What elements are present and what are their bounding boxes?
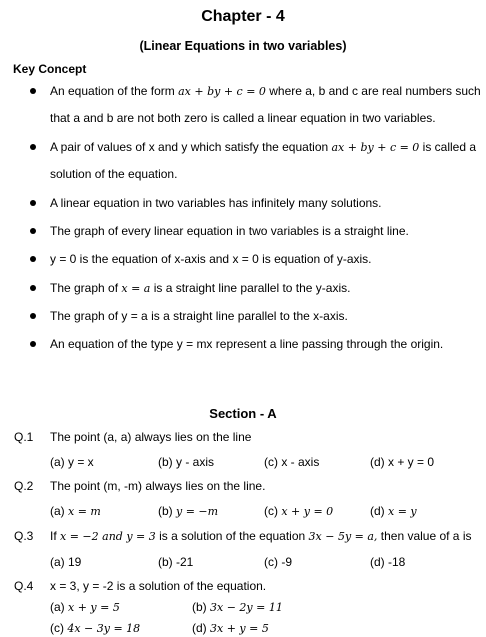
bullet-icon [30, 256, 36, 262]
option-label: (c) [50, 621, 68, 635]
option-d [192, 621, 269, 635]
question-number: Q.2 [14, 479, 34, 493]
bullet-icon [30, 285, 36, 291]
bullet-icon [30, 313, 36, 319]
item-text: The graph of [50, 281, 122, 295]
section-title: Section - A [209, 406, 277, 421]
question-math: 3x − 5y = a, [308, 530, 378, 543]
option-a [50, 504, 101, 518]
list-item [50, 140, 476, 154]
item-text: A pair of values of x and y which satisfy the equation [50, 140, 332, 154]
option-math: x + y = 5 [68, 601, 120, 614]
option-c [50, 621, 140, 635]
option-math: x = m [68, 505, 101, 518]
item-math: x = a [121, 282, 151, 295]
bullet-icon [30, 341, 36, 347]
item-text: is a straight line parallel to the y-axis. [150, 281, 351, 295]
option-math: 3x − 2y = 11 [210, 601, 283, 614]
bullet-icon [30, 200, 36, 206]
option-a: (a) 19 [50, 555, 82, 569]
bullet-icon [30, 144, 36, 150]
option-d: (d) -18 [370, 555, 406, 569]
item-text: is called a [419, 140, 477, 154]
option-label: (a) [50, 600, 68, 614]
item-math: ax + by + c = 0 [331, 141, 420, 154]
question-text-part: If [50, 529, 61, 543]
question-text-part: then value of a is [377, 529, 472, 543]
question-text: The point (a, a) always lies on the line [50, 430, 252, 444]
option-label: (d) [370, 504, 388, 518]
list-item: An equation of the type y = mx represent a line passing through the origin. [50, 337, 444, 351]
bullet-icon [30, 88, 36, 94]
question-number: Q.1 [14, 430, 34, 444]
option-math: 3x + y = 5 [210, 622, 269, 635]
chapter-title: Chapter - 4 [201, 8, 285, 25]
question-number: Q.3 [14, 529, 34, 543]
question-text [50, 529, 471, 543]
bullet-icon [30, 228, 36, 234]
option-b: (b) -21 [158, 555, 194, 569]
list-item: The graph of every linear equation in two variables is a straight line. [50, 224, 409, 238]
chapter-subtitle: (Linear Equations in two variables) [139, 39, 347, 53]
option-c: (c) x - axis [264, 455, 320, 469]
option-math: x = y [388, 505, 417, 518]
question-text-part: is a solution of the equation [155, 529, 309, 543]
option-c [264, 504, 333, 518]
item-math: ax + by + c = 0 [178, 85, 266, 98]
option-a: (a) y = x [50, 455, 94, 469]
question-number: Q.4 [14, 579, 34, 593]
option-math: 4x − 3y = 18 [67, 622, 141, 635]
option-b: (b) y - axis [158, 455, 215, 469]
option-label: (d) [192, 621, 210, 635]
option-label: (c) [264, 504, 282, 518]
option-b [192, 600, 283, 614]
question-text: x = 3, y = -2 is a solution of the equation. [50, 579, 267, 593]
list-item: y = 0 is the equation of x-axis and x = 0 is equation of y-axis. [50, 252, 372, 266]
list-item: The graph of y = a is a straight line parallel to the x-axis. [50, 309, 348, 323]
list-item: A linear equation in two variables has infinitely many solutions. [50, 196, 382, 210]
option-label: (b) [158, 504, 176, 518]
list-item [50, 281, 350, 295]
option-c: (c) -9 [264, 555, 292, 569]
question-math: x = −2 and y = 3 [60, 530, 156, 543]
option-math: x + y = 0 [281, 505, 334, 518]
option-b [158, 504, 218, 518]
item-text: where a, b and c are real numbers such [265, 84, 481, 98]
option-d [370, 504, 417, 518]
item-text-continued: that a and b are not both zero is called a linear equation in two variables. [50, 111, 436, 125]
item-text: An equation of the form [50, 84, 179, 98]
option-a [50, 600, 120, 614]
list-item [50, 84, 481, 98]
question-text: The point (m, -m) always lies on the line. [50, 479, 266, 493]
option-label: (a) [50, 504, 68, 518]
option-math: y = −m [176, 505, 219, 518]
key-concept-heading: Key Concept [13, 62, 87, 76]
item-text-continued: solution of the equation. [50, 167, 178, 181]
option-d: (d) x + y = 0 [370, 455, 435, 469]
option-label: (b) [192, 600, 210, 614]
